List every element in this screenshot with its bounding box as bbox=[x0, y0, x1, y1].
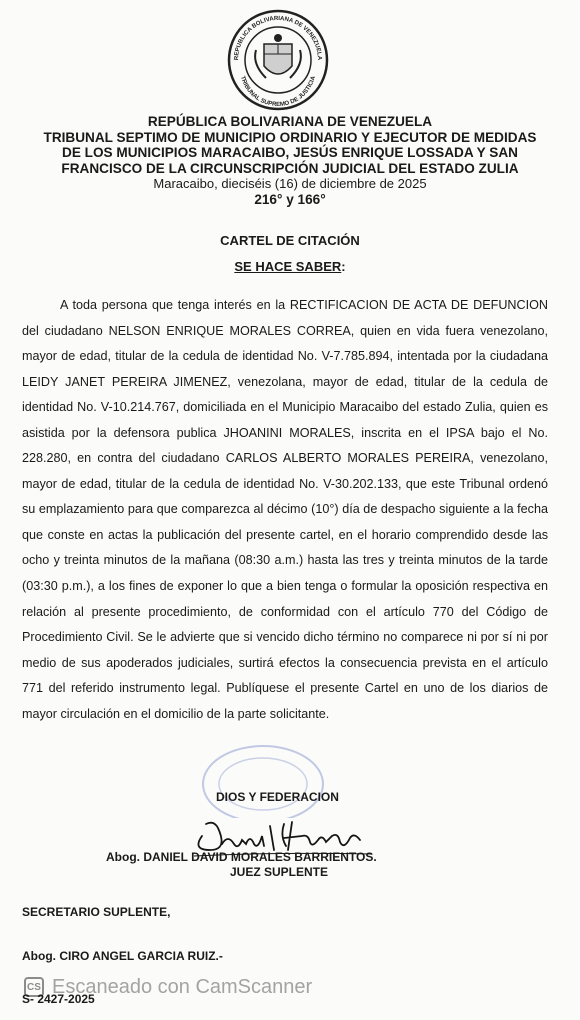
header-republic: REPÚBLICA BOLIVARIANA DE VENEZUELA bbox=[147, 114, 433, 129]
camscanner-icon: CS bbox=[24, 977, 44, 997]
subtitle-colon: : bbox=[341, 259, 346, 274]
document-title: CARTEL DE CITACIÓN bbox=[220, 233, 360, 248]
seal-bottom-text: TRIBUNAL SUPREMO DE JUSTICIA bbox=[239, 75, 317, 109]
header-court-line-1: TRIBUNAL SEPTIMO DE MUNICIPIO ORDINARIO Y EJECUTOR DE MEDIDAS bbox=[43, 129, 537, 145]
camscanner-text: Escaneado con CamScanner bbox=[52, 975, 313, 998]
secretary-name: Abog. CIRO ANGEL GARCIA RUIZ.- bbox=[22, 949, 223, 963]
header-court-line-3: FRANCISCO DE LA CIRCUNSCRIPCIÓN JUDICIAL DEL ESTADO ZULIA bbox=[61, 160, 519, 176]
header-court-line-2: DE LOS MUNICIPIOS MARACAIBO, JESÚS ENRIQUE LOSSADA Y SAN bbox=[62, 145, 518, 160]
judge-name: Abog. DANIEL DAVID MORALES BARRIENTOS. bbox=[106, 850, 377, 864]
seal-top-text: REPUBLICA BOLIVARIANA DE VENEZUELA bbox=[233, 15, 323, 61]
document-subtitle bbox=[0, 259, 580, 274]
secretary-role: SECRETARIO SUPLENTE, bbox=[22, 905, 171, 919]
judge-role: JUEZ SUPLENTE bbox=[230, 865, 329, 879]
header-years: 216° y 166° bbox=[254, 191, 326, 207]
header-date: Maracaibo, dieciséis (16) de diciembre de 2025 bbox=[153, 176, 427, 191]
court-seal bbox=[226, 8, 330, 112]
subtitle-text: SE HACE SABER bbox=[234, 259, 342, 274]
document-header bbox=[10, 114, 570, 207]
document-number: S- 2427-2025 bbox=[22, 992, 95, 1006]
body-paragraph: A toda persona que tenga interés en la RECTIFICACION DE ACTA DE DEFUNCION del ciudadano NELSON ENRIQUE MORALES CORREA, quien en vida fuera venezolano, mayor de edad, titular de la cedula de identidad No. V-7.785.894, intentada por la ciudadana LEIDY JANET PEREIRA JIMENEZ, venezolana, mayor de edad, titular de la cedula de identidad No. V-10.214.767, domiciliada en el Municipio Maracaibo del estado Zulia, quien es asistida por la defensora publica JHOANINI MORALES, inscrita en el IPSA bajo el No. 228.280, en contra del ciudadano CARLOS ALBERTO MORALES PEREIRA, venezolano, mayor de edad, titular de la cedula de identidad No. V-30.202.133, que este Tribunal ordenó su emplazamiento para que comparezca al décimo (10°) día de despacho siguiente a la fecha que conste en actas la publicación del presente cartel, en el horario comprendido desde las ocho y treinta minutos de la mañana (08:30 a.m.) hasta las tres y treinta minutos de la tarde (03:30 p.m.), a los fines de exponer lo que a bien tenga o formular la oposición respectiva en relación al presente procedimiento, de conformidad con el artículo 770 del Código de Procedimiento Civil. Se le advierte que si vencido dicho término no comparece ni por sí ni por medio de sus apoderados judiciales, surtirá efectos la consecuencia prevista en el artículo 771 del referido instrumento legal. Publíquese el presente Cartel en uno de los diarios de mayor circulación en el domicilio de la parte solicitante. bbox=[22, 298, 548, 721]
closing-formula: DIOS Y FEDERACION bbox=[216, 790, 339, 804]
